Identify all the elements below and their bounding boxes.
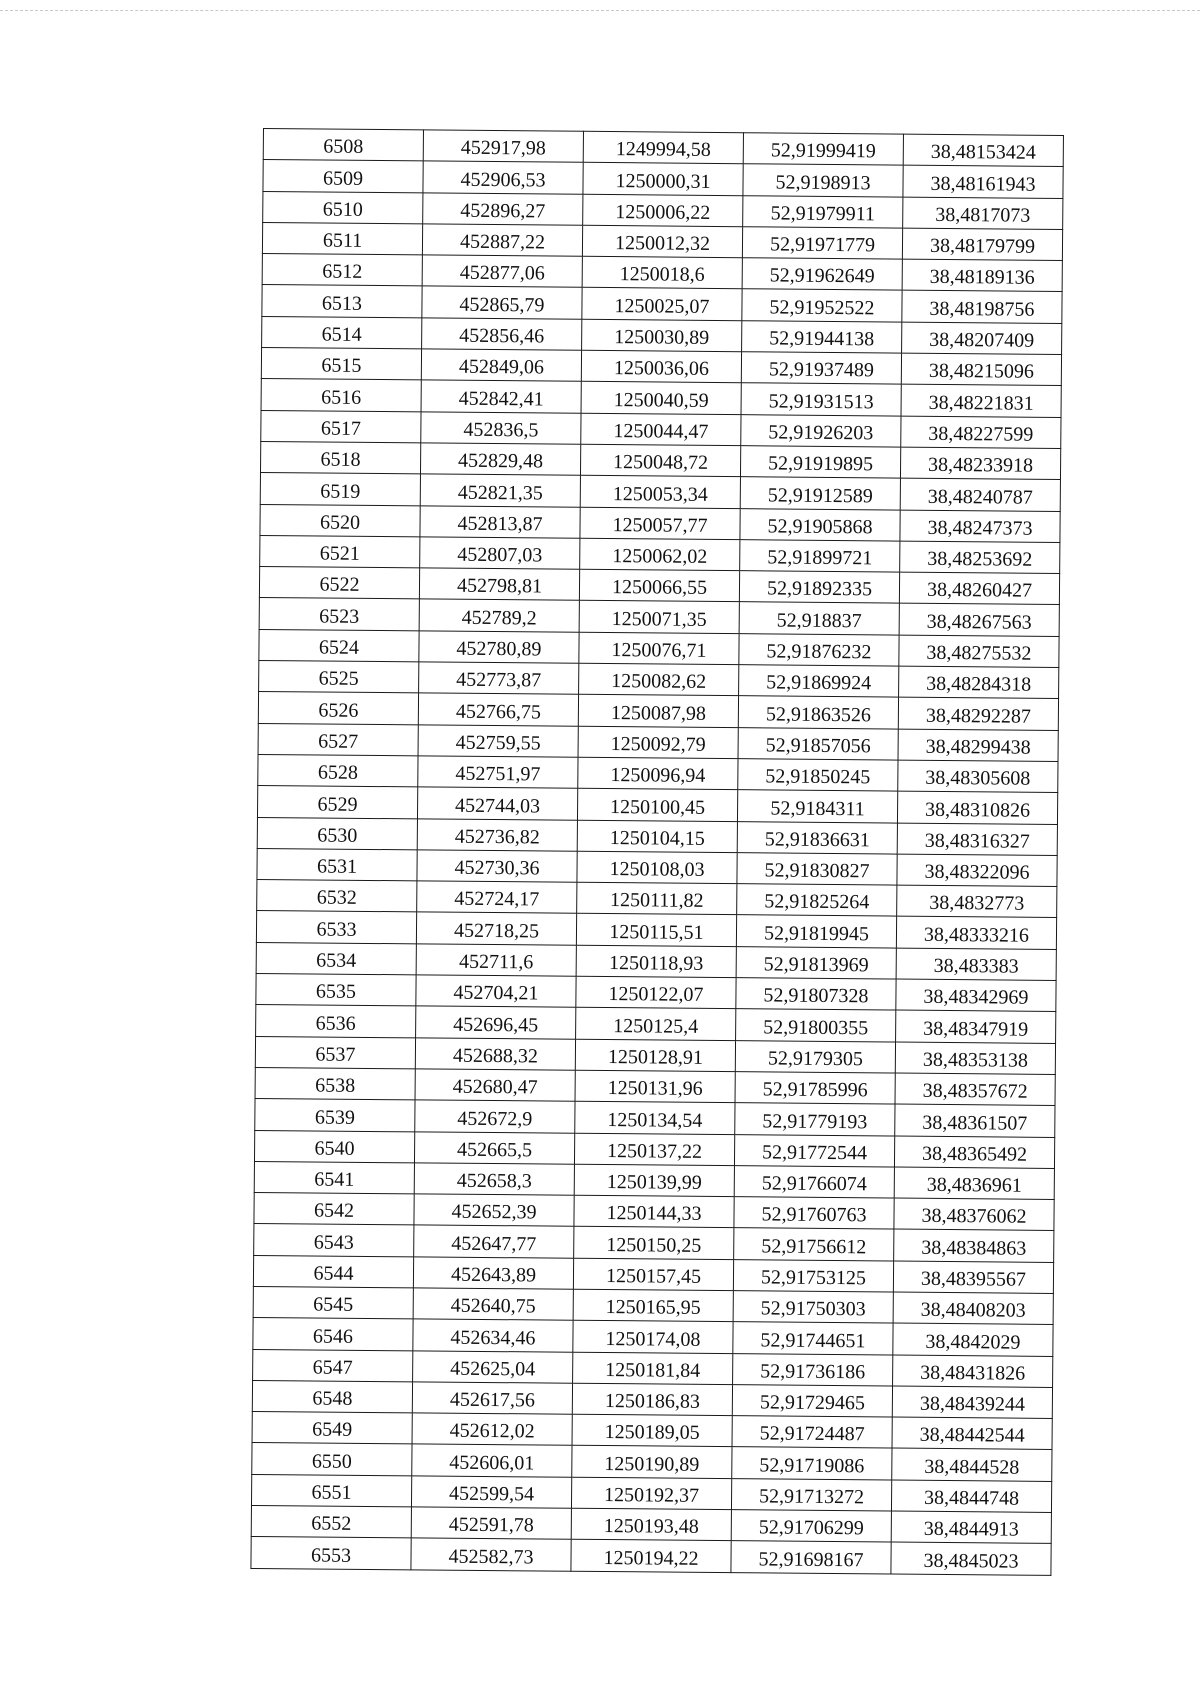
longitude-cell: 38,48431826 [893, 1355, 1053, 1388]
latitude-cell: 52,91869924 [739, 665, 899, 698]
point-number-cell: 6532 [257, 880, 417, 913]
latitude-cell: 52,9198913 [743, 164, 903, 197]
latitude-cell: 52,91813969 [736, 946, 896, 979]
latitude-cell: 52,91713272 [731, 1478, 891, 1511]
x-coordinate-cell: 452807,03 [420, 537, 580, 570]
y-coordinate-cell: 1250122,07 [576, 976, 736, 1009]
longitude-cell: 38,48233918 [900, 447, 1060, 480]
x-coordinate-cell: 452906,53 [423, 161, 583, 194]
latitude-cell: 52,91772544 [734, 1134, 894, 1167]
longitude-cell: 38,48333216 [896, 916, 1056, 949]
latitude-cell: 52,91971779 [742, 227, 902, 260]
longitude-cell: 38,4844913 [891, 1511, 1051, 1544]
point-number-cell: 6511 [262, 222, 422, 255]
y-coordinate-cell: 1250111,82 [577, 882, 737, 915]
latitude-cell: 52,91744651 [733, 1322, 893, 1355]
latitude-cell: 52,91729465 [732, 1385, 892, 1418]
longitude-cell: 38,48305608 [898, 760, 1058, 793]
x-coordinate-cell: 452599,54 [411, 1476, 571, 1509]
x-coordinate-cell: 452813,87 [420, 505, 580, 538]
point-number-cell: 6519 [260, 473, 420, 506]
latitude-cell: 52,91779193 [735, 1103, 895, 1136]
point-number-cell: 6537 [255, 1036, 415, 1069]
y-coordinate-cell: 1250012,32 [582, 225, 742, 258]
x-coordinate-cell: 452829,48 [420, 443, 580, 476]
x-coordinate-cell: 452665,5 [414, 1131, 574, 1164]
longitude-cell: 38,48353138 [895, 1042, 1055, 1075]
point-number-cell: 6545 [253, 1286, 413, 1319]
y-coordinate-cell: 1250118,93 [576, 945, 736, 978]
longitude-cell: 38,48227599 [901, 416, 1061, 449]
point-number-cell: 6525 [259, 661, 419, 694]
point-number-cell: 6546 [253, 1318, 413, 1351]
point-number-cell: 6517 [261, 410, 421, 443]
longitude-cell: 38,48408203 [893, 1292, 1053, 1325]
x-coordinate-cell: 452711,6 [416, 944, 576, 977]
latitude-cell: 52,91937489 [741, 352, 901, 385]
y-coordinate-cell: 1250018,6 [582, 256, 742, 289]
x-coordinate-cell: 452821,35 [420, 474, 580, 507]
longitude-cell: 38,48442544 [892, 1417, 1052, 1450]
latitude-cell: 52,9179305 [735, 1040, 895, 1073]
point-number-cell: 6508 [263, 129, 423, 162]
y-coordinate-cell: 1250139,99 [574, 1164, 734, 1197]
x-coordinate-cell: 452751,97 [418, 756, 578, 789]
latitude-cell: 52,91736186 [733, 1353, 893, 1386]
longitude-cell: 38,48275532 [899, 635, 1059, 668]
point-number-cell: 6527 [258, 723, 418, 756]
longitude-cell: 38,48247373 [900, 510, 1060, 543]
point-number-cell: 6523 [259, 598, 419, 631]
y-coordinate-cell: 1250036,06 [581, 350, 741, 383]
y-coordinate-cell: 1250025,07 [582, 288, 742, 321]
longitude-cell: 38,48189136 [902, 259, 1062, 292]
longitude-cell: 38,48310826 [897, 791, 1057, 824]
point-number-cell: 6534 [256, 942, 416, 975]
y-coordinate-cell: 1250192,37 [571, 1477, 731, 1510]
longitude-cell: 38,4832773 [897, 885, 1057, 918]
x-coordinate-cell: 452780,89 [419, 631, 579, 664]
point-number-cell: 6513 [262, 285, 422, 318]
y-coordinate-cell: 1250186,83 [572, 1383, 732, 1416]
y-coordinate-cell: 1250044,47 [581, 413, 741, 446]
y-coordinate-cell: 1250076,71 [579, 632, 739, 665]
x-coordinate-cell: 452836,5 [421, 412, 581, 445]
x-coordinate-cell: 452640,75 [413, 1288, 573, 1321]
longitude-cell: 38,48395567 [893, 1261, 1053, 1294]
y-coordinate-cell: 1250104,15 [577, 820, 737, 853]
y-coordinate-cell: 1250128,91 [575, 1039, 735, 1072]
y-coordinate-cell: 1250092,79 [578, 726, 738, 759]
point-number-cell: 6529 [257, 786, 417, 819]
y-coordinate-cell: 1250194,22 [571, 1540, 731, 1573]
point-number-cell: 6516 [261, 379, 421, 412]
x-coordinate-cell: 452877,06 [422, 255, 582, 288]
latitude-cell: 52,91926203 [741, 414, 901, 447]
point-number-cell: 6530 [257, 817, 417, 850]
longitude-cell: 38,4842029 [893, 1323, 1053, 1356]
longitude-cell: 38,48439244 [892, 1386, 1052, 1419]
longitude-cell: 38,48342969 [896, 979, 1056, 1012]
latitude-cell: 52,91719086 [732, 1447, 892, 1480]
x-coordinate-cell: 452730,36 [417, 850, 577, 883]
x-coordinate-cell: 452582,73 [411, 1538, 571, 1571]
point-number-cell: 6547 [253, 1349, 413, 1382]
y-coordinate-cell: 1250057,77 [580, 507, 740, 540]
latitude-cell: 52,91760763 [734, 1197, 894, 1230]
y-coordinate-cell: 1250082,62 [579, 663, 739, 696]
point-number-cell: 6514 [262, 316, 422, 349]
longitude-cell: 38,4817073 [903, 197, 1063, 230]
point-number-cell: 6550 [252, 1443, 412, 1476]
y-coordinate-cell: 1250150,25 [574, 1227, 734, 1260]
latitude-cell: 52,91753125 [733, 1259, 893, 1292]
point-number-cell: 6551 [251, 1474, 411, 1507]
y-coordinate-cell: 1250125,4 [576, 1008, 736, 1041]
point-number-cell: 6549 [252, 1412, 412, 1445]
latitude-cell: 52,91807328 [736, 978, 896, 1011]
y-coordinate-cell: 1250066,55 [579, 569, 739, 602]
x-coordinate-cell: 452849,06 [421, 349, 581, 382]
longitude-cell: 38,48253692 [900, 541, 1060, 574]
scan-edge-line [0, 10, 1200, 11]
longitude-cell: 38,48361507 [895, 1104, 1055, 1137]
longitude-cell: 38,48221831 [901, 384, 1061, 417]
y-coordinate-cell: 1250087,98 [578, 695, 738, 728]
point-number-cell: 6552 [251, 1506, 411, 1539]
x-coordinate-cell: 452766,75 [418, 693, 578, 726]
x-coordinate-cell: 452736,82 [417, 818, 577, 851]
y-coordinate-cell: 1250062,02 [580, 538, 740, 571]
latitude-cell: 52,91706299 [731, 1510, 891, 1543]
latitude-cell: 52,91698167 [731, 1541, 891, 1574]
point-number-cell: 6541 [254, 1161, 414, 1194]
longitude-cell: 38,48179799 [902, 228, 1062, 261]
x-coordinate-cell: 452696,45 [416, 1006, 576, 1039]
y-coordinate-cell: 1250053,34 [580, 476, 740, 509]
longitude-cell: 38,48260427 [899, 572, 1059, 605]
latitude-cell: 52,91785996 [735, 1072, 895, 1105]
y-coordinate-cell: 1250174,08 [573, 1321, 733, 1354]
latitude-cell: 52,91944138 [742, 320, 902, 353]
coordinates-table [250, 128, 1064, 1576]
y-coordinate-cell: 1250115,51 [576, 914, 736, 947]
latitude-cell: 52,91836631 [737, 821, 897, 854]
latitude-cell: 52,91912589 [740, 477, 900, 510]
x-coordinate-cell: 452688,32 [415, 1037, 575, 1070]
point-number-cell: 6539 [255, 1099, 415, 1132]
y-coordinate-cell: 1250134,54 [575, 1101, 735, 1134]
y-coordinate-cell: 1250000,31 [583, 163, 743, 196]
x-coordinate-cell: 452887,22 [422, 224, 582, 257]
point-number-cell: 6528 [258, 754, 418, 787]
longitude-cell: 38,48198756 [902, 291, 1062, 324]
latitude-cell: 52,91863526 [738, 696, 898, 729]
longitude-cell: 38,4845023 [891, 1542, 1051, 1575]
point-number-cell: 6536 [256, 1005, 416, 1038]
latitude-cell: 52,91800355 [736, 1009, 896, 1042]
y-coordinate-cell: 1250071,35 [579, 601, 739, 634]
y-coordinate-cell: 1250006,22 [583, 194, 743, 227]
latitude-cell: 52,91979911 [743, 195, 903, 228]
point-number-cell: 6533 [256, 911, 416, 944]
y-coordinate-cell: 1250189,05 [572, 1414, 732, 1447]
x-coordinate-cell: 452789,2 [419, 599, 579, 632]
latitude-cell: 52,91830827 [737, 852, 897, 885]
longitude-cell: 38,48267563 [899, 604, 1059, 637]
point-number-cell: 6521 [260, 535, 420, 568]
point-number-cell: 6544 [253, 1255, 413, 1288]
longitude-cell: 38,48365492 [894, 1136, 1054, 1169]
longitude-cell: 38,48207409 [902, 322, 1062, 355]
latitude-cell: 52,91724487 [732, 1416, 892, 1449]
point-number-cell: 6522 [259, 567, 419, 600]
y-coordinate-cell: 1250144,33 [574, 1195, 734, 1228]
point-number-cell: 6512 [262, 254, 422, 287]
x-coordinate-cell: 452773,87 [419, 662, 579, 695]
y-coordinate-cell: 1250193,48 [571, 1508, 731, 1541]
y-coordinate-cell: 1250030,89 [582, 319, 742, 352]
y-coordinate-cell: 1250048,72 [580, 444, 740, 477]
longitude-cell: 38,48376062 [894, 1198, 1054, 1231]
latitude-cell: 52,918837 [739, 602, 899, 635]
latitude-cell: 52,91876232 [739, 633, 899, 666]
point-number-cell: 6543 [254, 1224, 414, 1257]
y-coordinate-cell: 1250096,94 [578, 757, 738, 790]
y-coordinate-cell: 1250157,45 [573, 1258, 733, 1291]
x-coordinate-cell: 452798,81 [419, 568, 579, 601]
y-coordinate-cell: 1250165,95 [573, 1289, 733, 1322]
latitude-cell: 52,91905868 [740, 508, 900, 541]
x-coordinate-cell: 452625,04 [413, 1350, 573, 1383]
point-number-cell: 6542 [254, 1193, 414, 1226]
latitude-cell: 52,91819945 [736, 915, 896, 948]
latitude-cell: 52,91766074 [734, 1165, 894, 1198]
y-coordinate-cell: 1250040,59 [581, 382, 741, 415]
x-coordinate-cell: 452606,01 [412, 1444, 572, 1477]
latitude-cell: 52,91919895 [740, 446, 900, 479]
latitude-cell: 52,91892335 [739, 571, 899, 604]
point-number-cell: 6524 [259, 629, 419, 662]
latitude-cell: 52,91999419 [743, 133, 903, 166]
longitude-cell: 38,48292287 [898, 697, 1058, 730]
x-coordinate-cell: 452634,46 [413, 1319, 573, 1352]
point-number-cell: 6518 [260, 441, 420, 474]
x-coordinate-cell: 452865,79 [422, 286, 582, 319]
longitude-cell: 38,483383 [896, 948, 1056, 981]
y-coordinate-cell: 1250131,96 [575, 1070, 735, 1103]
point-number-cell: 6509 [263, 160, 423, 193]
x-coordinate-cell: 452612,02 [412, 1413, 572, 1446]
x-coordinate-cell: 452718,25 [416, 912, 576, 945]
coordinates-table-body [251, 129, 1064, 1576]
point-number-cell: 6531 [257, 848, 417, 881]
latitude-cell: 52,91899721 [740, 540, 900, 573]
point-number-cell: 6553 [251, 1537, 411, 1570]
longitude-cell: 38,48316327 [897, 823, 1057, 856]
longitude-cell: 38,48357672 [895, 1073, 1055, 1106]
y-coordinate-cell: 1250190,89 [572, 1446, 732, 1479]
x-coordinate-cell: 452917,98 [423, 130, 583, 163]
latitude-cell: 52,91750303 [733, 1291, 893, 1324]
longitude-cell: 38,48347919 [896, 1010, 1056, 1043]
latitude-cell: 52,9184311 [737, 790, 897, 823]
longitude-cell: 38,48215096 [901, 353, 1061, 386]
table-row [251, 1537, 1051, 1575]
x-coordinate-cell: 452842,41 [421, 380, 581, 413]
x-coordinate-cell: 452856,46 [422, 318, 582, 351]
latitude-cell: 52,91857056 [738, 727, 898, 760]
x-coordinate-cell: 452744,03 [417, 787, 577, 820]
latitude-cell: 52,91756612 [734, 1228, 894, 1261]
latitude-cell: 52,91931513 [741, 383, 901, 416]
longitude-cell: 38,4844748 [891, 1480, 1051, 1513]
latitude-cell: 52,91962649 [742, 258, 902, 291]
longitude-cell: 38,4844528 [892, 1449, 1052, 1482]
x-coordinate-cell: 452591,78 [411, 1507, 571, 1540]
longitude-cell: 38,48322096 [897, 854, 1057, 887]
longitude-cell: 38,48240787 [900, 478, 1060, 511]
y-coordinate-cell: 1250181,84 [573, 1352, 733, 1385]
longitude-cell: 38,48284318 [899, 666, 1059, 699]
x-coordinate-cell: 452680,47 [415, 1069, 575, 1102]
x-coordinate-cell: 452617,56 [412, 1382, 572, 1415]
point-number-cell: 6540 [254, 1130, 414, 1163]
x-coordinate-cell: 452724,17 [417, 881, 577, 914]
x-coordinate-cell: 452658,3 [414, 1163, 574, 1196]
point-number-cell: 6510 [263, 191, 423, 224]
longitude-cell: 38,48153424 [903, 134, 1063, 167]
y-coordinate-cell: 1249994,58 [583, 131, 743, 164]
longitude-cell: 38,48299438 [898, 729, 1058, 762]
latitude-cell: 52,91825264 [737, 884, 897, 917]
longitude-cell: 38,4836961 [894, 1167, 1054, 1200]
latitude-cell: 52,91952522 [742, 289, 902, 322]
latitude-cell: 52,91850245 [738, 759, 898, 792]
longitude-cell: 38,48384863 [894, 1229, 1054, 1262]
x-coordinate-cell: 452652,39 [414, 1194, 574, 1227]
point-number-cell: 6535 [256, 973, 416, 1006]
x-coordinate-cell: 452647,77 [414, 1225, 574, 1258]
point-number-cell: 6515 [261, 348, 421, 381]
x-coordinate-cell: 452672,9 [415, 1100, 575, 1133]
point-number-cell: 6520 [260, 504, 420, 537]
x-coordinate-cell: 452643,89 [413, 1257, 573, 1290]
point-number-cell: 6538 [255, 1067, 415, 1100]
x-coordinate-cell: 452896,27 [423, 192, 583, 225]
y-coordinate-cell: 1250100,45 [577, 789, 737, 822]
y-coordinate-cell: 1250108,03 [577, 851, 737, 884]
point-number-cell: 6526 [258, 692, 418, 725]
y-coordinate-cell: 1250137,22 [574, 1133, 734, 1166]
x-coordinate-cell: 452759,55 [418, 725, 578, 758]
point-number-cell: 6548 [252, 1380, 412, 1413]
longitude-cell: 38,48161943 [903, 165, 1063, 198]
x-coordinate-cell: 452704,21 [416, 975, 576, 1008]
